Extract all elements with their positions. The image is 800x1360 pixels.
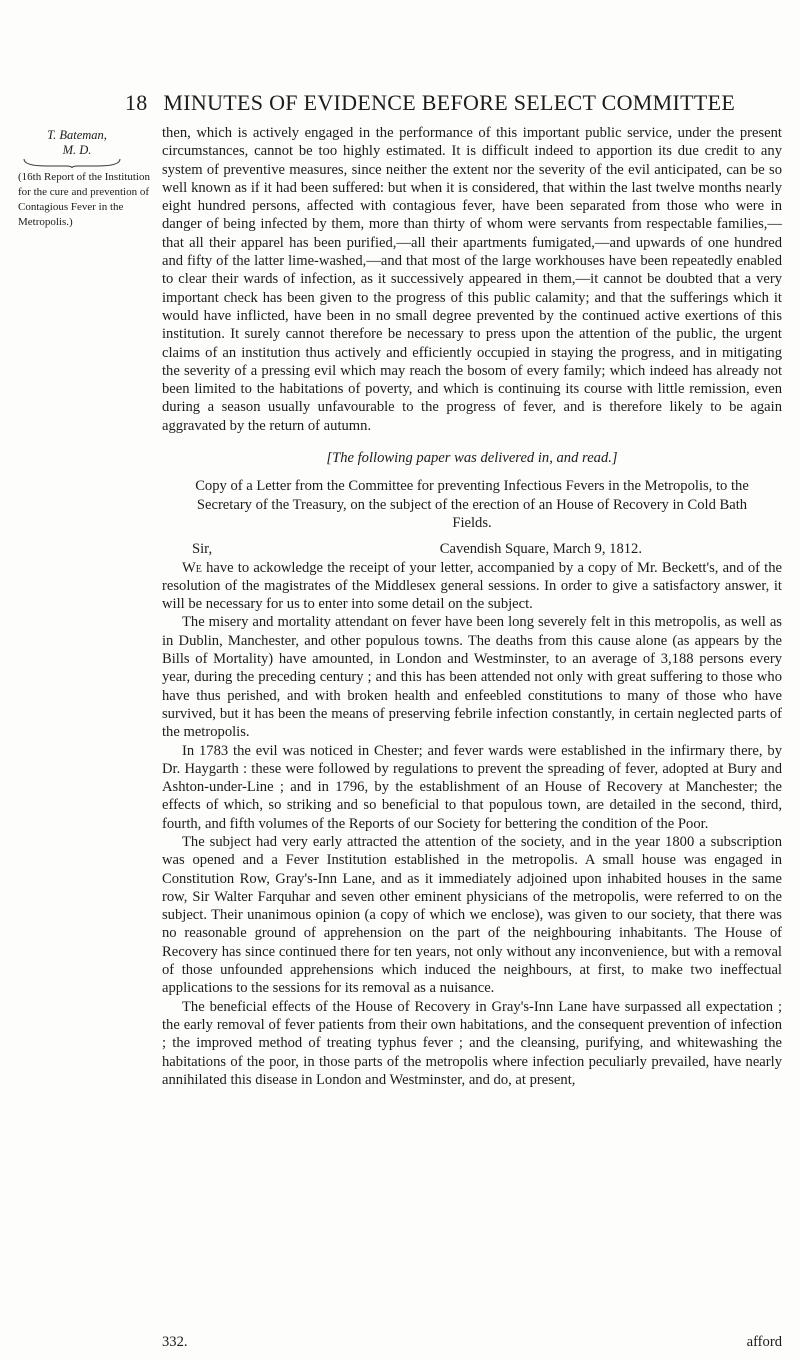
witness-name-line1: T. Bateman,: [47, 128, 107, 142]
paragraph-2-text: have to ackowledge the receipt of your letter, accompanied by a copy of Mr. Beckett's, and of the resolution of the magistrates of the Middlesex general sessions. In order to give a satisfactory answer, it will be necessary for us to enter into some detail on the subject.: [162, 559, 782, 613]
running-head: [125, 90, 785, 116]
paragraph-2: [162, 559, 782, 614]
witness-name: [18, 128, 156, 158]
paragraph-6: The beneficial effects of the House of Recovery in Gray's-Inn Lane have surpassed all expectation ; the early removal of fever patients from their own habitations, and the consequent prevention of infection ; the improved method of treating typhus fever ; and the cleansing, purifying, and whitewashing the habitations of the poor, in those parts of the metropolis where infection peculiarly prevailed, have nearly annihilated this disease in London and Westminster, and do, at present,: [162, 998, 782, 1088]
delivered-note: [The following paper was delivered in, and read.]: [326, 450, 618, 467]
paragraph-5: The subject had very early attracted the attention of the society, and in the year 1800 a subscription was opened and a Fever Institution established in the metropolis. A small house was engaged in Constitution Row, Gray's-Inn Lane, and as it immediately adjoined upon inhabited houses in the same row, Sir Walter Farquhar and seven other eminent physicians of the metropolis, were referred to on the subject. Their unanimous opinion (a copy of which we enclose), was given to our society, that there was no reasonable ground of apprehension on the part of the neighbouring inhabitants. The House of Recovery has since continued there for ten years, not only without any inconvenience, but with a removal of those unfounded apprehensions which induced the neighbours, at first, to make two ineffectual applications to the sessions for its removal as a nuisance.: [162, 833, 782, 997]
page-header-title: MINUTES OF EVIDENCE BEFORE SELECT COMMITTEE: [163, 90, 736, 115]
paragraph-4: In 1783 the evil was noticed in Chester; and fever wards were established in the infirmary there, by Dr. Haygarth : these were followed by regulations to prevent the spreading of fever, adopted at Bury and Ashton-under-Line ; and in 1796, by the establishment of an House of Recovery at Manchester; the effects of which, so striking and so beneficial to that populous town, are detailed in the second, third, fourth, and fifth volumes of the Reports of our Society for bettering the condition of the Poor.: [162, 742, 782, 832]
signature-mark: 332.: [162, 1334, 188, 1350]
letter-title: Copy of a Letter from the Committee for preventing Infectious Fevers in the Metropolis, to the Secretary of the Treasury, on the subject of the erection of an House of Recovery in Cold Bath Fields.: [195, 478, 749, 531]
paragraph-1: then, which is actively engaged in the performance of this important public service, under the present circumstances, cannot be too highly estimated. It is difficult indeed to apportion its due credit to any system of preventive measures, since neither the extent nor the severity of the evil anticipated, can be so well known as if it had been suffered: but when it is considered, that within the last twelve months nearly eight hundred persons, affected with contagious fever, have been separated from those who were in danger of being infected by them, more than thirty of whom were servants from respectable families,—that all their apparel has been purified,—all their apartments fumigated,—and upwards of one hundred and fifty of the latter lime-washed,—and that most of the large workhouses have been repeatedly enabled to clear their wards of infection, as it successively appeared in them,—it cannot be doubted that a very important check has been given to the progress of this public calamity; and that the sufferings which it would have inflicted, have been in no small degree prevented by the continued active exertions of this institution. It surely cannot therefore be necessary to press upon the attention of the public, the urgent claims of an institution thus actively and efficiently occupied in staying the progress, and in mitigating the severity of a pressing evil which may reach the bosom of every family; which indeed has already not been limited to the habitations of poverty, and which is continuing its course with little remission, even during a season usually unfavourable to the progress of fever, and is therefore likely to be again aggravated by the return of autumn.: [162, 125, 782, 434]
page-footer: [162, 1334, 782, 1351]
catchword: afford: [746, 1334, 782, 1350]
margin-note: (16th Report of the Institution for the cure and prevention of Contagious Fever in the Metropolis.): [18, 171, 150, 228]
witness-name-line2: M. D.: [62, 143, 92, 157]
paragraph-3: The misery and mortality attendant on fever have been long severely felt in this metropolis, as well as in Dublin, Manchester, and other populous towns. The deaths from this cause alone (as appears by the Bills of Mortality) have amounted, in London and Westminster, to an average of 3,188 persons every year, during the preceding century ; and this has been attended not only with great suffering to those who have thus perished, and with broken health and enfeebled constitutions to many of those who have survived, but it has been the means of preserving febrile infection constantly, in certain neglected parts of the metropolis.: [162, 614, 782, 741]
dateline: Cavendish Square, March 9, 1812.: [439, 541, 642, 558]
letter-dateline-row: [162, 540, 782, 558]
page-number: 18: [125, 90, 148, 115]
margin-column: [18, 128, 156, 230]
body-text: [162, 124, 782, 1089]
brace-icon: [22, 158, 122, 168]
paragraph-2-lead: We: [182, 559, 202, 576]
salutation: Sir,: [192, 541, 213, 558]
